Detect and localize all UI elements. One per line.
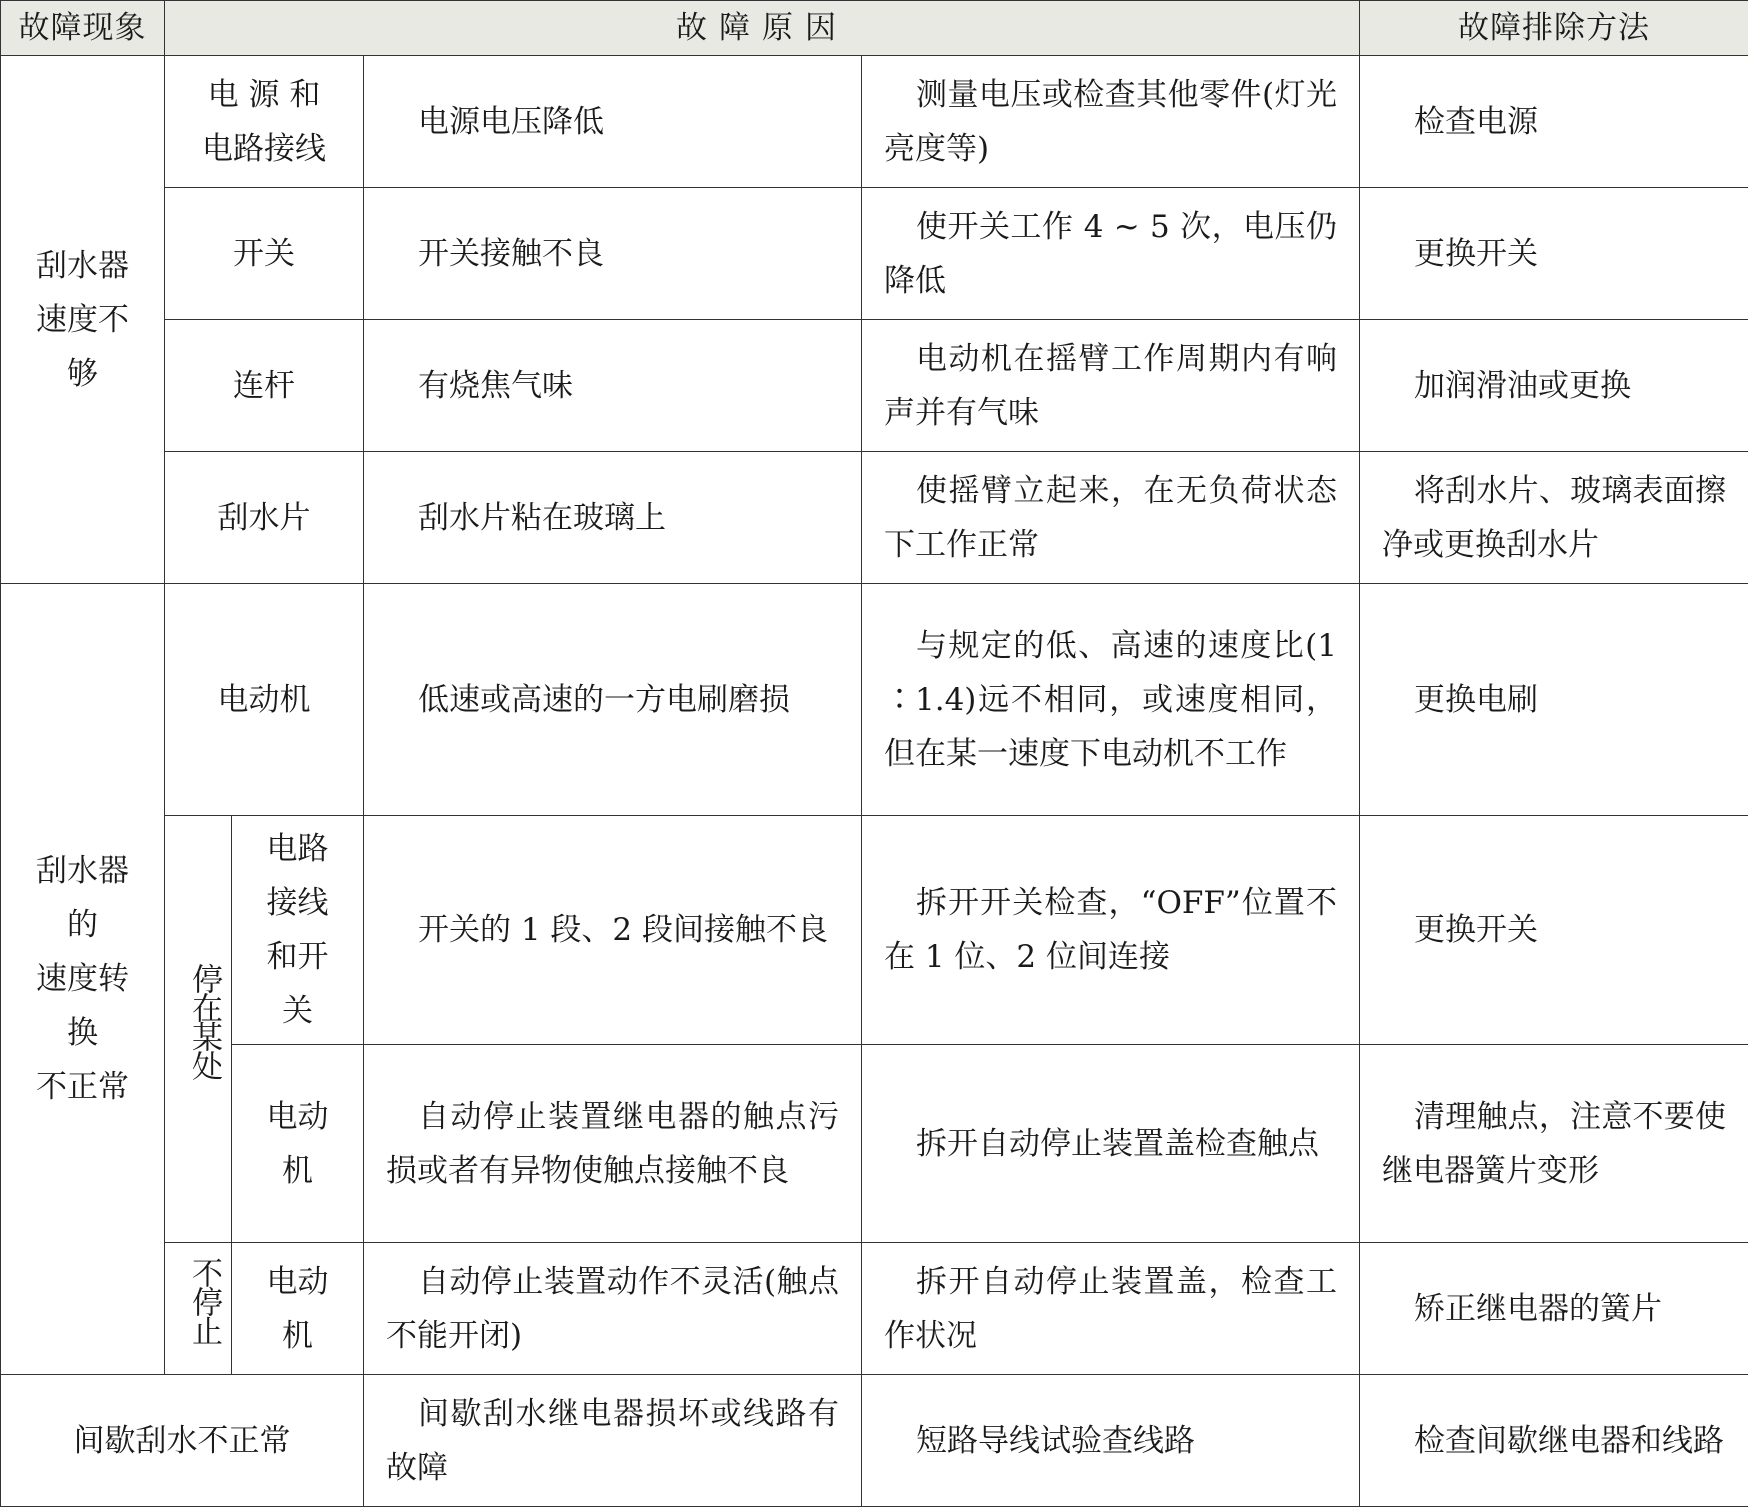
phenomenon-text: 刮水器的 (23, 844, 142, 952)
check-cell: 测量电压或检查其他零件(灯光亮度等) (862, 56, 1360, 188)
check-cell: 拆开开关检查，“OFF”位置不在 1 位、2 位间连接 (862, 816, 1360, 1045)
part-text: 电 源 和 (187, 68, 341, 122)
check-cell: 短路导线试验查线路 (862, 1375, 1360, 1507)
header-remedy: 故障排除方法 (1360, 1, 1748, 56)
cause-cell: 开关的 1 段、2 段间接触不良 (364, 816, 862, 1045)
part-cell (165, 56, 364, 188)
remedy-cell: 加润滑油或更换 (1360, 320, 1748, 452)
cause-cell: 电源电压降低 (364, 56, 862, 188)
remedy-cell: 更换开关 (1360, 188, 1748, 320)
cause-cell: 间歇刮水继电器损坏或线路有故障 (364, 1375, 862, 1507)
phenomenon-text: 不正常 (23, 1060, 142, 1114)
cause-cell: 自动停止装置动作不灵活(触点不能开闭) (364, 1243, 862, 1375)
part-cell: 电动机 (165, 584, 364, 816)
phenomenon-text: 速度不够 (23, 293, 142, 401)
table-row (1, 584, 1748, 816)
table-row (1, 816, 1748, 1045)
table-row (1, 1243, 1748, 1375)
remedy-cell: 将刮水片、玻璃表面擦净或更换刮水片 (1360, 452, 1748, 584)
cause-cell: 低速或高速的一方电刷磨损 (364, 584, 862, 816)
cause-cell: 自动停止装置继电器的触点污损或者有异物使触点接触不良 (364, 1045, 862, 1243)
check-cell: 拆开自动停止装置盖，检查工作状况 (862, 1243, 1360, 1375)
part-text: 和开关 (254, 930, 341, 1038)
check-cell: 拆开自动停止装置盖检查触点 (862, 1045, 1360, 1243)
table-row (1, 1375, 1748, 1507)
part-cell: 刮水片 (165, 452, 364, 584)
phenomenon-cell (1, 584, 165, 1375)
part-cell: 电动机 (232, 1243, 364, 1375)
part-text: 电路接线 (187, 122, 341, 176)
header-phenomenon: 故障现象 (1, 1, 165, 56)
remedy-cell: 更换开关 (1360, 816, 1748, 1045)
remedy-cell: 检查间歇继电器和线路 (1360, 1375, 1748, 1507)
part-text: 电路接线 (254, 822, 341, 930)
table-row (1, 56, 1748, 188)
table-row (1, 452, 1748, 584)
remedy-cell: 矫正继电器的簧片 (1360, 1243, 1748, 1375)
phenomenon-text: 刮水器 (23, 239, 142, 293)
part-cell (232, 816, 364, 1045)
nostop-label: 不停止 (187, 1257, 221, 1344)
phenomenon-text: 速度转换 (23, 952, 142, 1060)
stop-label-cell (165, 816, 232, 1243)
cause-cell: 有烧焦气味 (364, 320, 862, 452)
header-row (1, 1, 1748, 56)
remedy-cell: 清理触点，注意不要使继电器簧片变形 (1360, 1045, 1748, 1243)
table-row (1, 1045, 1748, 1243)
remedy-cell: 更换电刷 (1360, 584, 1748, 816)
header-cause: 故障原因 (165, 1, 1360, 56)
table-row (1, 188, 1748, 320)
remedy-cell: 检查电源 (1360, 56, 1748, 188)
phenomenon-cell: 间歇刮水不正常 (1, 1375, 364, 1507)
stop-label: 停在某处 (187, 963, 221, 1079)
check-cell: 使摇臂立起来，在无负荷状态下工作正常 (862, 452, 1360, 584)
nostop-label-cell (165, 1243, 232, 1375)
check-cell: 使开关工作 4 ~ 5 次，电压仍降低 (862, 188, 1360, 320)
part-cell: 连杆 (165, 320, 364, 452)
part-cell: 开关 (165, 188, 364, 320)
cause-cell: 开关接触不良 (364, 188, 862, 320)
part-cell: 电动机 (232, 1045, 364, 1243)
table-row (1, 320, 1748, 452)
check-cell: 与规定的低、高速的速度比(1∶1.4)远不相同，或速度相同，但在某一速度下电动机不工作 (862, 584, 1360, 816)
phenomenon-cell (1, 56, 165, 584)
cause-cell: 刮水片粘在玻璃上 (364, 452, 862, 584)
check-cell: 电动机在摇臂工作周期内有响声并有气味 (862, 320, 1360, 452)
